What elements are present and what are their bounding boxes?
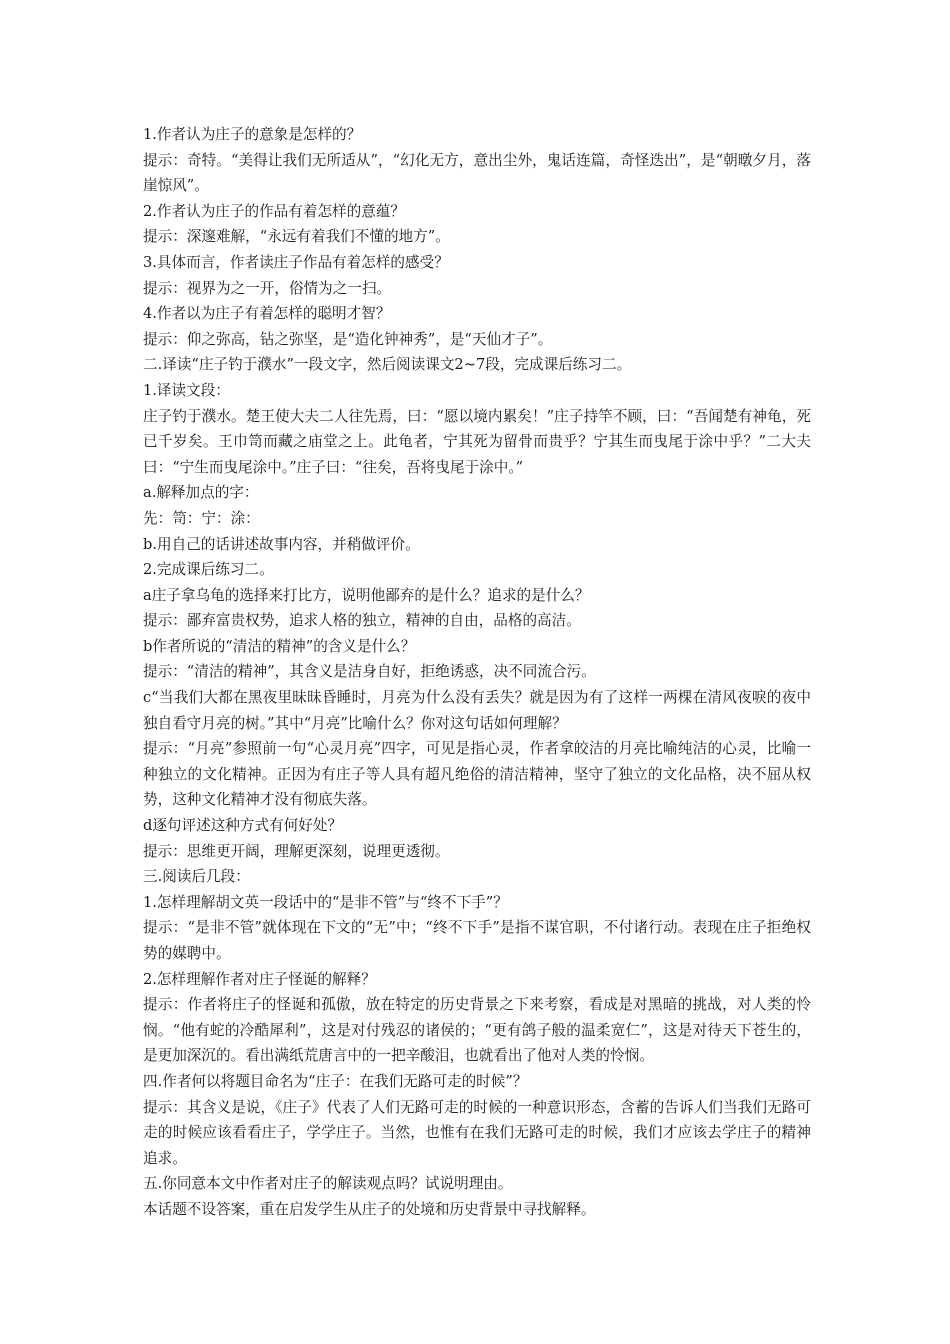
- question-3: 3.具体而言，作者读庄子作品有着怎样的感受？: [143, 253, 449, 271]
- exercise-d-hint: 提示：思维更开阔，理解更深刻，说理更透彻。: [143, 842, 450, 860]
- exercise-c: c“当我们大都在黑夜里昧昧昏睡时，月亮为什么没有丢失？就是因为有了这样一两棵在清风夜唳的夜中独自看守月亮的树。”其中“月亮”比喻什么？你对这句话如何理解？: [143, 689, 811, 732]
- section-3-question-2: 2.怎样理解作者对庄子怪诞的解释？: [143, 970, 376, 988]
- section-3-hint-2: 提示：作者将庄子的怪诞和孤傲，放在特定的历史背景之下来考察，看成是对黑暗的挑战，对人类的怜悯。“他有蛇的冷酷犀利”，这是对付残忍的诸侯的；“更有鸽子般的温柔宽仁”，这是对待天下苍生的，是更加深沉的。看出满纸荒唐言中的一把辛酸泪，也就看出了他对人类的怜悯。: [143, 996, 811, 1065]
- exercise-d: d逐句评述这种方式有何好处？: [143, 817, 343, 835]
- word-list: 先：笥：宁：涂：: [143, 509, 260, 527]
- question-4: 4.作者以为庄子有着怎样的聪明才智？: [143, 305, 391, 323]
- exercise-b: b作者所说的“清洁的精神”的含义是什么？: [143, 637, 416, 655]
- section-3-heading: 三.阅读后几段：: [143, 868, 250, 886]
- exercise-a: a庄子拿乌龟的选择来打比方，说明他鄙弃的是什么？追求的是什么？: [143, 586, 590, 604]
- question-1: 1.作者认为庄子的意象是怎样的？: [143, 126, 362, 143]
- hint-3: 提示：视界为之一开，俗情为之一扫。: [143, 279, 392, 297]
- classical-passage: 庄子钓于濮水。楚王使大夫二人往先焉，曰：“愿以境内累矣！”庄子持竿不顾，曰：“吾闻楚有神龟，死已千岁矣。王巾笥而藏之庙堂之上。此龟者，宁其死为留骨而贵乎？宁其生而曳尾于涂中乎？”二大夫曰：“宁生而曳尾涂中。”庄子曰：“往矣，吾将曳尾于涂中。”: [143, 407, 811, 476]
- section-2-heading: 二.译读“庄子钓于濮水”一段文字，然后阅读课文2~7段，完成课后练习二。: [143, 356, 632, 374]
- section-3-hint-1: 提示：“是非不管”就体现在下文的“无”中；“终不下手”是指不谋官职，不付诸行动。表现在庄子拒绝权势的媒聘中。: [143, 919, 811, 962]
- task-a: a.解释加点的字：: [143, 484, 259, 502]
- section-5-question: 五.你同意本文中作者对庄子的解读观点吗？试说明理由。: [143, 1175, 513, 1193]
- question-2: 2.作者认为庄子的作品有着怎样的意蕴？: [143, 202, 406, 220]
- document-body: [143, 122, 811, 1223]
- section-5-note: 本话题不设答案，重在启发学生从庄子的处境和历史背景中寻找解释。: [143, 1200, 596, 1218]
- hint-4: 提示：仰之弥高，钻之弥坚，是“造化钟神秀”，是“天仙才子”。: [143, 330, 553, 348]
- exercise-c-hint: 提示：“月亮”参照前一句“心灵月亮”四字，可见是指心灵，作者拿皎洁的月亮比喻纯洁的心灵，比喻一种独立的文化精神。正因为有庄子等人具有超凡绝俗的清洁精神，坚守了独立的文化品格，决不屈从权势，这种文化精神才没有彻底失落。: [143, 740, 811, 809]
- exercise-b-hint: 提示：“清洁的精神”，其含义是洁身自好，拒绝诱惑，决不同流合污。: [143, 663, 596, 681]
- section-2-item-1: 1.译读文段：: [143, 381, 230, 399]
- exercise-a-hint: 提示：鄙弃富贵权势，追求人格的独立，精神的自由，品格的高洁。: [143, 612, 581, 630]
- section-4-hint: 提示：其含义是说，《庄子》代表了人们无路可走的时候的一种意识形态，含蓄的告诉人们当我们无路可走的时候应该看看庄子，学学庄子。当然，也惟有在我们无路可走的时候，我们才应该去学庄子的精神追求。: [143, 1098, 811, 1167]
- hint-2: 提示：深邃难解，“永远有着我们不懂的地方”。: [143, 228, 450, 246]
- section-4-question: 四.作者何以将题目命名为“庄子：在我们无路可走的时候”？: [143, 1072, 528, 1090]
- task-b: b.用自己的话讲述故事内容，并稍做评价。: [143, 535, 420, 553]
- section-2-item-2: 2.完成课后练习二。: [143, 561, 274, 579]
- hint-1: 提示：奇特。“美得让我们无所适从”，“幻化无方，意出尘外，鬼话连篇，奇怪迭出”，是“朝暾夕月，落崖惊风”。: [143, 151, 811, 195]
- section-3-question-1: 1.怎样理解胡文英一段话中的“是非不管”与“终不下手”？: [143, 893, 508, 911]
